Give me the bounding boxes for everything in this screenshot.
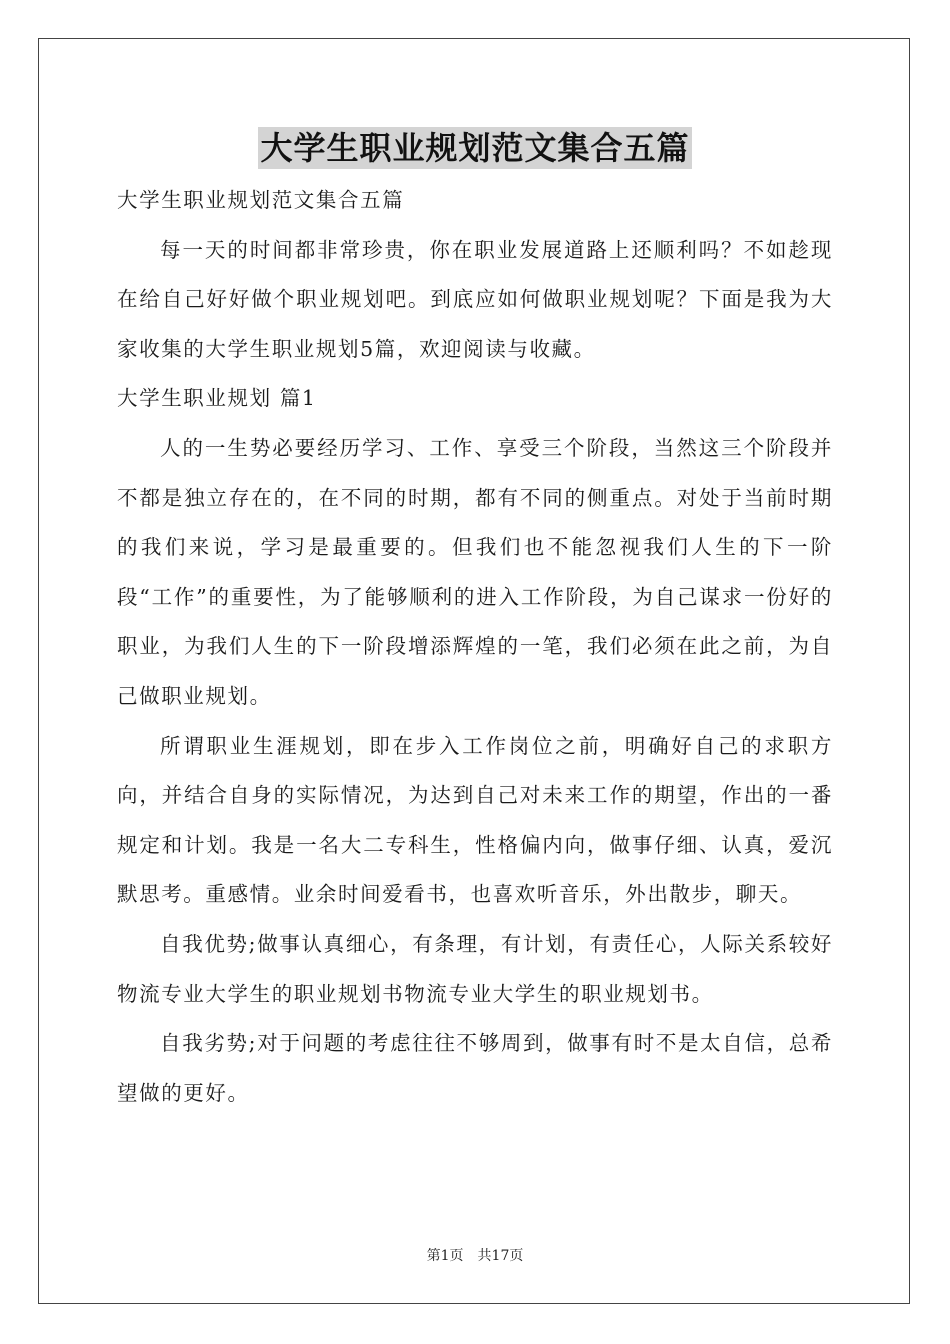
document-title: 大学生职业规划范文集合五篇 xyxy=(260,129,690,167)
body-paragraph: 每一天的时间都非常珍贵，你在职业发展道路上还顺利吗？不如趁现在给自己好好做个职业规划吧。到底应如何做职业规划呢？下面是我为大家收集的大学生职业规划5篇，欢迎阅读与收藏。 xyxy=(117,237,833,361)
body-paragraph: 人的一生势必要经历学习、工作、享受三个阶段，当然这三个阶段并不都是独立存在的，在不同的时期，都有不同的侧重点。对处于当前时期的我们来说，学习是最重要的。但我们也不能忽视我们人生的下一阶段“工作”的重要性，为了能够顺利的进入工作阶段，为自己谋求一份好的职业，为我们人生的下一阶段增添辉煌的一笔，我们必须在此之前，为自己做职业规划。 xyxy=(117,435,833,708)
body-paragraph: 所谓职业生涯规划，即在步入工作岗位之前，明确好自己的求职方向，并结合自身的实际情况，为达到自己对未来工作的期望，作出的一番规定和计划。我是一名大二专科生，性格偏内向，做事仔细、认真，爱沉默思考。重感情。业余时间爱看书，也喜欢听音乐，外出散步，聊天。 xyxy=(117,733,833,907)
document-body xyxy=(117,176,833,1118)
body-paragraph: 自我劣势;对于问题的考虑往往不够周到，做事有时不是太自信，总希望做的更好。 xyxy=(117,1031,833,1105)
body-paragraph: 自我优势;做事认真细心，有条理，有计划，有责任心，人际关系较好物流专业大学生的职业规划书物流专业大学生的职业规划书。 xyxy=(117,931,833,1006)
section-heading: 大学生职业规划 篇1 xyxy=(117,386,317,411)
page-footer: 第1页 共17页 xyxy=(426,1248,524,1264)
title-container xyxy=(0,127,950,169)
section-heading: 大学生职业规划范文集合五篇 xyxy=(117,188,405,212)
